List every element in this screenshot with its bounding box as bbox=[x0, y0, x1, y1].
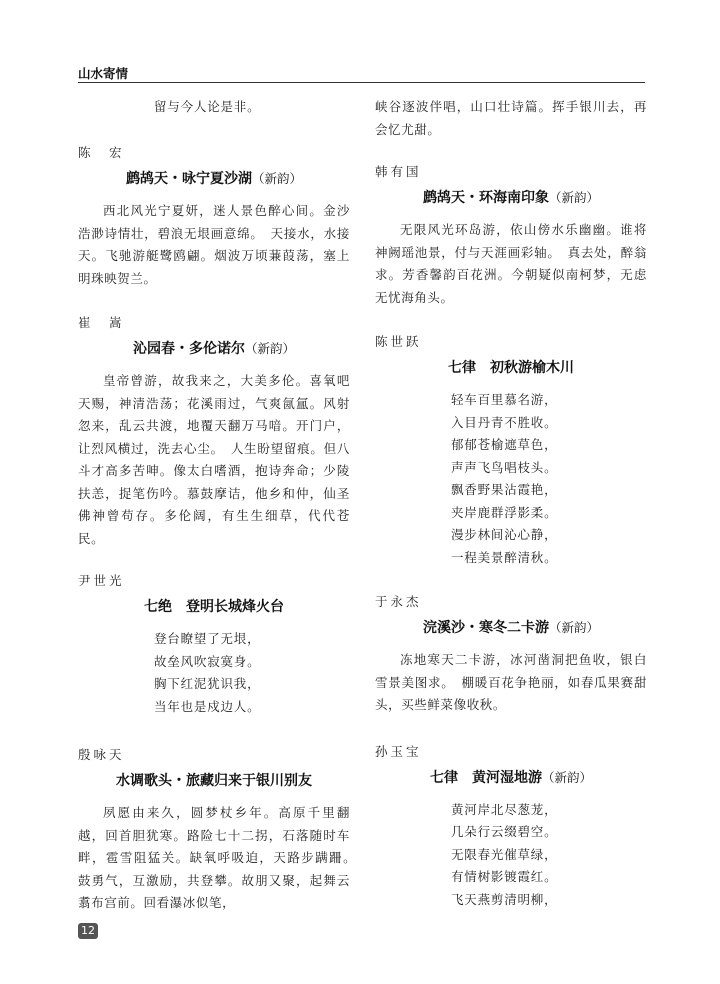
section-title: 山水寄情 bbox=[78, 66, 129, 81]
poem-block bbox=[78, 744, 364, 915]
carry-over-line: 留与今人论是非。 bbox=[154, 99, 261, 114]
poem-line: 几朵行云缀碧空。 bbox=[451, 824, 558, 839]
poem-block bbox=[78, 142, 350, 290]
poem-title: 浣溪沙・寒冬二卡游（新韵） bbox=[422, 620, 599, 636]
poem-lines bbox=[78, 628, 350, 718]
poem-line: 入目丹青不胜收。 bbox=[451, 414, 558, 430]
poem-text: 西北风光宁夏妍，迷人景色醉心间。金沙浩渺诗情壮，碧浪无垠画意绵。 天接水，水接天。飞驰游艇鹭鸥翩。烟波万顷蒹葭荡，塞上明珠映贺兰。 bbox=[78, 203, 350, 286]
poem-line: 有情树影镀霞红。 bbox=[451, 869, 558, 884]
poem-line: 一程美景醉清秋。 bbox=[451, 549, 558, 565]
poem-author: 孙玉宝 bbox=[375, 743, 422, 759]
poem-line: 胸下红泥犹识我， bbox=[154, 676, 261, 691]
poem-line: 无限春光催草绿， bbox=[451, 846, 558, 862]
left-column bbox=[78, 96, 364, 915]
poem-title: 鹧鸪天・咏宁夏沙湖（新韵） bbox=[125, 171, 302, 187]
poem-text: 夙愿由来久，圆梦杖乡年。高原千里翻越，回首胆犹寒。路险七十二拐，石落随时车畔，雹雪阻猛关。缺氧呼吸迫，天路步蹒跚。 鼓勇气，互激励，共登攀。故朋又聚，起舞云翥布宫前。回看瀑冰似笔， bbox=[78, 805, 364, 910]
poem-author: 于永杰 bbox=[375, 594, 422, 609]
poem-line: 故垒风吹寂寞身。 bbox=[154, 653, 261, 669]
poem-line: 郁郁苍榆遮草色， bbox=[451, 437, 558, 452]
poem-line: 夹岸鹿群浮影柔。 bbox=[451, 504, 558, 520]
poem-author: 陈世跃 bbox=[375, 334, 422, 349]
poem-author: 殷咏天 bbox=[78, 747, 125, 762]
poem-block bbox=[375, 331, 647, 569]
poem-title: 七律 黄河湿地游（新韵） bbox=[429, 769, 592, 786]
poem-line: 黄河岸北尽葱茏， bbox=[451, 801, 558, 817]
poem-title: 水调歌头・旅藏归来于银川别友 bbox=[116, 773, 312, 789]
poem-lines bbox=[375, 799, 647, 912]
poem-title: 七绝 登明长城烽火台 bbox=[144, 599, 284, 615]
carry-over-text: 峡谷逐波伴唱，山口壮诗篇。挥手银川去，再会忆尤甜。 bbox=[375, 99, 647, 137]
poem-title: 沁园春・多伦诺尔（新韵） bbox=[132, 341, 295, 357]
poem-block bbox=[78, 570, 350, 718]
poem-block bbox=[375, 741, 647, 912]
right-column bbox=[375, 96, 647, 911]
poem-block bbox=[375, 591, 647, 717]
poem-line: 轻车百里慕名游， bbox=[451, 392, 558, 407]
poem-lines bbox=[375, 389, 647, 569]
poem-line: 漫步林间沁心静， bbox=[451, 527, 558, 542]
poem-line: 飘香野果沾霞艳， bbox=[451, 482, 558, 497]
poem-author: 尹世光 bbox=[78, 573, 125, 588]
running-header bbox=[78, 62, 645, 83]
poem-author: 陈 宏 bbox=[78, 145, 125, 160]
poem-line: 当年也是戍边人。 bbox=[154, 698, 261, 714]
page-number: 12 bbox=[78, 923, 98, 939]
poem-author: 韩有国 bbox=[375, 164, 422, 179]
poem-text: 皇帝曾游，故我来之，大美多伦。喜氧吧天赐，神清浩荡；花溪雨过，气爽氤氲。风射忽来，乱云共渡，地覆天翻万马喑。开门户，让烈风横过，洗去心尘。 人生盼望留痕。但八斗才高多苦呻。像太白嗜酒，抱诗奔命；少陵扶恙，捉笔伤吟。慕鼓摩诘，他乡和仲，仙圣佛神曾苟存。多伦阔，有生生细草，代代苍民。 bbox=[78, 373, 350, 546]
poem-text: 冻地寒天二卡游，冰河凿洞把鱼收，银白雪景美图求。 棚暖百花争艳丽，如春瓜果赛甜头，买些鲜菜像收秋。 bbox=[375, 652, 647, 712]
poem-line: 声声飞鸟唱枝头。 bbox=[451, 459, 558, 475]
poem-line: 登台瞭望了无垠， bbox=[154, 631, 261, 646]
poem-line: 飞天燕剪清明柳， bbox=[451, 891, 558, 907]
poem-block bbox=[78, 312, 350, 550]
poem-title: 七律 初秋游榆木川 bbox=[448, 360, 574, 376]
poem-author: 崔 嵩 bbox=[78, 315, 125, 330]
poem-block bbox=[375, 161, 647, 309]
poem-title: 鹧鸪天・环海南印象（新韵） bbox=[422, 190, 599, 206]
poem-text: 无限风光环岛游，依山傍水乐幽幽。谁将神阙瑶池景，付与天涯画彩轴。 真去处，醉翁求。芳香馨韵百花洲。今朝疑似南柯梦，无虑无忧海角头。 bbox=[375, 222, 647, 305]
